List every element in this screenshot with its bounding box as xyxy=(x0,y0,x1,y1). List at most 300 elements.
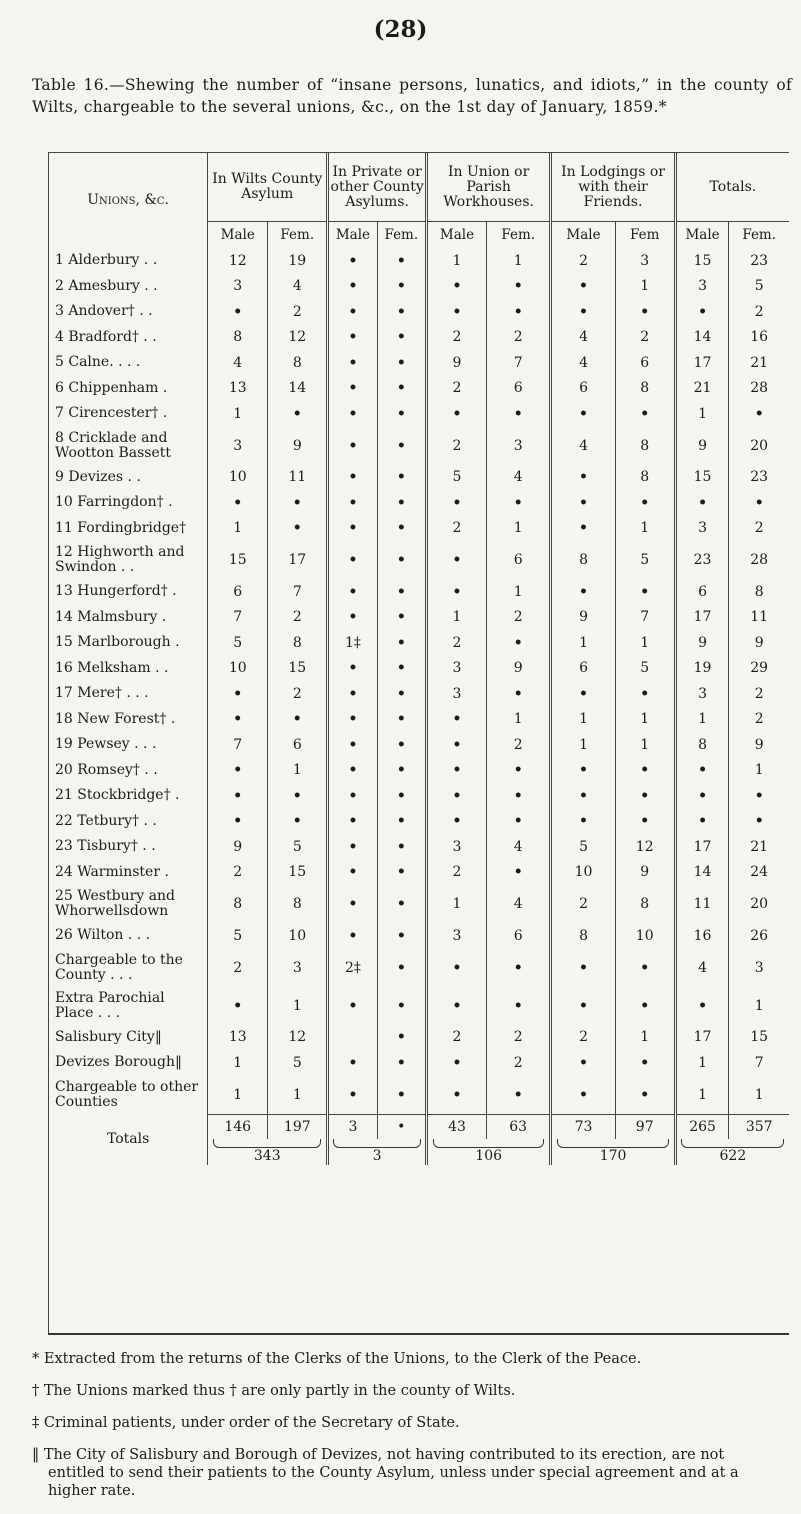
count-cell: 5 xyxy=(729,274,789,300)
count-cell: 3 xyxy=(729,949,789,987)
count-cell: 9 xyxy=(615,860,675,886)
count-cell: 1 xyxy=(487,579,551,605)
count-cell: 15 xyxy=(729,1025,789,1051)
group-header: Totals. xyxy=(675,153,789,222)
count-cell: 4 xyxy=(208,350,268,376)
count-cell: 1 xyxy=(675,1050,729,1076)
sub-header: Male xyxy=(551,222,615,249)
union-name: Chargeable to other Counties xyxy=(55,1078,199,1110)
count-cell: • xyxy=(328,987,377,1025)
union-name: 2 Amesbury . . xyxy=(55,277,158,294)
count-cell: 5 xyxy=(426,465,486,491)
count-cell: • xyxy=(377,605,426,631)
count-cell: 1 xyxy=(426,885,486,923)
count-cell: • xyxy=(268,401,328,427)
count-cell: 1 xyxy=(208,1050,268,1076)
count-cell: • xyxy=(426,541,486,579)
count-cell: 4 xyxy=(551,325,615,351)
count-cell: 5 xyxy=(208,923,268,949)
count-cell: • xyxy=(487,860,551,886)
total-cell: 3 xyxy=(328,1114,377,1139)
group-header: In Wilts County Asylum xyxy=(208,153,328,222)
count-cell: 17 xyxy=(675,350,729,376)
count-cell: 2 xyxy=(426,427,486,465)
table-row xyxy=(49,681,789,707)
count-cell: 14 xyxy=(675,325,729,351)
count-cell: 1‡ xyxy=(328,630,377,656)
count-cell: 2 xyxy=(487,605,551,631)
count-cell: 6 xyxy=(551,376,615,402)
count-cell: 2 xyxy=(615,325,675,351)
count-cell: • xyxy=(615,783,675,809)
count-cell: 5 xyxy=(615,541,675,579)
count-cell: 7 xyxy=(268,579,328,605)
count-cell: 10 xyxy=(268,923,328,949)
count-cell: 6 xyxy=(208,579,268,605)
count-cell: 1 xyxy=(487,516,551,542)
total-cell: 357 xyxy=(729,1114,789,1139)
union-name: 10 Farringdon† . xyxy=(55,494,173,511)
count-cell: 15 xyxy=(268,860,328,886)
count-cell: • xyxy=(487,987,551,1025)
combined-total-value: 170 xyxy=(599,1148,627,1164)
count-cell: 6 xyxy=(487,541,551,579)
count-cell: • xyxy=(208,783,268,809)
table-row xyxy=(49,516,789,542)
count-cell: 13 xyxy=(208,1025,268,1051)
sub-header: Fem. xyxy=(268,222,328,249)
count-cell: • xyxy=(487,758,551,784)
count-cell: • xyxy=(208,681,268,707)
count-cell: • xyxy=(377,465,426,491)
count-cell: 5 xyxy=(268,1050,328,1076)
count-cell: 3 xyxy=(615,248,675,274)
union-name: 25 Westbury and Whorwellsdown xyxy=(55,888,175,919)
count-cell: 1 xyxy=(729,987,789,1025)
footnote: ‡ Criminal patients, under order of the Secretary of State. xyxy=(32,1415,460,1431)
count-cell: • xyxy=(615,299,675,325)
table-row xyxy=(49,707,789,733)
union-name: 6 Chippenham . xyxy=(55,379,168,396)
count-cell: • xyxy=(328,885,377,923)
count-cell: • xyxy=(551,949,615,987)
union-name: 7 Cirencester† . xyxy=(55,405,168,422)
sub-header: Fem. xyxy=(729,222,789,249)
count-cell: • xyxy=(729,490,789,516)
count-cell: • xyxy=(328,401,377,427)
count-cell: • xyxy=(377,541,426,579)
count-cell: 2 xyxy=(426,516,486,542)
count-cell: • xyxy=(675,783,729,809)
sub-header: Fem. xyxy=(377,222,426,249)
count-cell: • xyxy=(328,350,377,376)
union-name: 24 Warminster . xyxy=(55,863,169,880)
count-cell: • xyxy=(377,248,426,274)
table-row xyxy=(49,1050,789,1076)
table-row xyxy=(49,630,789,656)
count-cell: • xyxy=(551,681,615,707)
brace xyxy=(433,1139,544,1148)
count-cell: 10 xyxy=(615,923,675,949)
count-cell: 6 xyxy=(551,656,615,682)
table-row xyxy=(49,949,789,987)
table-row xyxy=(49,783,789,809)
union-name: 22 Tetbury† . . xyxy=(55,812,157,829)
count-cell: • xyxy=(551,516,615,542)
page-number: (28) xyxy=(373,16,428,43)
table-row xyxy=(49,350,789,376)
count-cell: 1 xyxy=(615,274,675,300)
count-cell: • xyxy=(615,949,675,987)
count-cell: 1 xyxy=(426,248,486,274)
group-header: In Lodgings or with their Friends. xyxy=(551,153,675,222)
totals-label: Totals xyxy=(106,1131,150,1148)
count-cell: 1 xyxy=(551,707,615,733)
count-cell: 1 xyxy=(675,1076,729,1115)
total-cell: 43 xyxy=(426,1114,486,1139)
count-cell: • xyxy=(328,427,377,465)
count-cell: 6 xyxy=(487,923,551,949)
count-cell: • xyxy=(328,656,377,682)
table-row xyxy=(49,923,789,949)
table-row xyxy=(49,885,789,923)
count-cell: 3 xyxy=(426,834,486,860)
count-cell: • xyxy=(208,490,268,516)
count-cell: • xyxy=(487,401,551,427)
count-cell: • xyxy=(615,401,675,427)
unions-header: Unions, &c. xyxy=(87,192,169,208)
count-cell: 2 xyxy=(729,299,789,325)
count-cell: • xyxy=(377,707,426,733)
count-cell: 9 xyxy=(675,630,729,656)
count-cell: • xyxy=(551,809,615,835)
count-cell: 2 xyxy=(487,1050,551,1076)
count-cell: • xyxy=(328,860,377,886)
count-cell: 1 xyxy=(729,758,789,784)
count-cell: • xyxy=(377,1050,426,1076)
count-cell: 4 xyxy=(551,427,615,465)
count-cell: 1 xyxy=(615,630,675,656)
union-name: 1 Alderbury . . xyxy=(55,252,158,269)
count-cell: • xyxy=(208,707,268,733)
count-cell: 2 xyxy=(268,299,328,325)
table-row xyxy=(49,987,789,1025)
count-cell: • xyxy=(377,758,426,784)
count-cell: • xyxy=(487,1076,551,1115)
count-cell: • xyxy=(551,401,615,427)
count-cell: 14 xyxy=(675,860,729,886)
count-cell: • xyxy=(208,758,268,784)
count-cell: • xyxy=(328,248,377,274)
count-cell: 1 xyxy=(208,1076,268,1115)
count-cell: • xyxy=(615,490,675,516)
count-cell: 7 xyxy=(208,732,268,758)
count-cell: • xyxy=(551,490,615,516)
union-name: Salisbury City‖ xyxy=(55,1028,162,1045)
count-cell: 6 xyxy=(615,350,675,376)
count-cell: 4 xyxy=(487,834,551,860)
total-cell: 146 xyxy=(208,1114,268,1139)
table-row xyxy=(49,465,789,491)
count-cell: 8 xyxy=(615,427,675,465)
union-name: 19 Pewsey . . . xyxy=(55,736,157,753)
count-cell: • xyxy=(377,834,426,860)
count-cell: 12 xyxy=(268,325,328,351)
count-cell: 1 xyxy=(268,987,328,1025)
count-cell: 1 xyxy=(208,516,268,542)
count-cell: 2 xyxy=(268,605,328,631)
count-cell: 10 xyxy=(208,465,268,491)
count-cell: 2 xyxy=(487,1025,551,1051)
table-row xyxy=(49,427,789,465)
count-cell xyxy=(328,1025,377,1051)
count-cell: • xyxy=(328,809,377,835)
count-cell: 1 xyxy=(615,732,675,758)
union-name: 23 Tisbury† . . xyxy=(55,838,156,855)
sub-header: Male xyxy=(328,222,377,249)
count-cell: • xyxy=(328,325,377,351)
count-cell: • xyxy=(487,809,551,835)
count-cell: 17 xyxy=(268,541,328,579)
count-cell: • xyxy=(675,490,729,516)
count-cell: 8 xyxy=(208,885,268,923)
count-cell: 3 xyxy=(426,923,486,949)
brace xyxy=(213,1139,321,1148)
count-cell: • xyxy=(268,783,328,809)
count-cell: 2 xyxy=(729,681,789,707)
table-row xyxy=(49,1025,789,1051)
count-cell: • xyxy=(426,783,486,809)
count-cell: 3 xyxy=(675,516,729,542)
count-cell: 9 xyxy=(729,732,789,758)
count-cell: 17 xyxy=(675,1025,729,1051)
table-row xyxy=(49,656,789,682)
count-cell: 12 xyxy=(268,1025,328,1051)
count-cell: 8 xyxy=(615,885,675,923)
totals-row xyxy=(49,1114,789,1139)
count-cell: 3 xyxy=(487,427,551,465)
count-cell: • xyxy=(675,809,729,835)
combined-total xyxy=(208,1139,328,1165)
count-cell: 20 xyxy=(729,885,789,923)
table-row xyxy=(49,1076,789,1115)
count-cell: • xyxy=(551,299,615,325)
count-cell: • xyxy=(377,681,426,707)
count-cell: 1 xyxy=(551,630,615,656)
count-cell: • xyxy=(377,923,426,949)
count-cell: • xyxy=(328,465,377,491)
count-cell: • xyxy=(268,516,328,542)
footnote: † The Unions marked thus † are only partly in the county of Wilts. xyxy=(32,1383,516,1399)
count-cell: • xyxy=(426,579,486,605)
count-cell: 9 xyxy=(675,427,729,465)
count-cell: 8 xyxy=(551,541,615,579)
count-cell: 8 xyxy=(615,465,675,491)
count-cell: 8 xyxy=(729,579,789,605)
count-cell: • xyxy=(615,987,675,1025)
count-cell: • xyxy=(377,401,426,427)
count-cell: • xyxy=(268,707,328,733)
count-cell: • xyxy=(615,809,675,835)
count-cell: • xyxy=(328,274,377,300)
union-name: 5 Calne. . . . xyxy=(55,354,141,371)
count-cell: • xyxy=(328,732,377,758)
table-row xyxy=(49,809,789,835)
count-cell: • xyxy=(487,949,551,987)
count-cell: • xyxy=(328,923,377,949)
table-caption: Table 16.—Shewing the number of “insane persons, lunatics, and idiots,” in the county of Wilts, chargeable to the several unions, &c., on the 1st day of January, 1859.* xyxy=(32,76,792,116)
count-cell: 1 xyxy=(268,1076,328,1115)
count-cell: • xyxy=(377,325,426,351)
union-name: 15 Marlborough . xyxy=(55,634,180,651)
count-cell: 11 xyxy=(729,605,789,631)
count-cell: 15 xyxy=(208,541,268,579)
union-name: Chargeable to the County . . . xyxy=(55,951,183,983)
count-cell: 14 xyxy=(268,376,328,402)
table-row xyxy=(49,860,789,886)
count-cell: 21 xyxy=(729,350,789,376)
total-cell: 97 xyxy=(615,1114,675,1139)
count-cell: • xyxy=(426,987,486,1025)
count-cell: 2 xyxy=(208,860,268,886)
footnotes xyxy=(32,1350,777,1514)
count-cell: • xyxy=(328,579,377,605)
union-name: 17 Mere† . . . xyxy=(55,685,149,702)
count-cell: 9 xyxy=(487,656,551,682)
union-name: Devizes Borough‖ xyxy=(55,1054,183,1071)
count-cell: 23 xyxy=(675,541,729,579)
footnote: ‖ The City of Salisbury and Borough of Devizes, not having contributed to its erection, are not entitled to send their patients to the County Asylum, unless under special agreement and at a higher rate. xyxy=(32,1447,739,1499)
union-name: 12 Highworth and Swindon . . xyxy=(55,544,185,575)
count-cell: • xyxy=(615,1050,675,1076)
count-cell: 7 xyxy=(729,1050,789,1076)
count-cell: • xyxy=(377,732,426,758)
table-row xyxy=(49,490,789,516)
count-cell: • xyxy=(487,630,551,656)
brace xyxy=(333,1139,421,1148)
count-cell: • xyxy=(551,987,615,1025)
count-cell: • xyxy=(377,1025,426,1051)
count-cell: 1 xyxy=(208,401,268,427)
count-cell: 2 xyxy=(487,325,551,351)
count-cell: • xyxy=(426,490,486,516)
count-cell: 6 xyxy=(268,732,328,758)
count-cell: • xyxy=(328,834,377,860)
count-cell: • xyxy=(377,656,426,682)
count-cell: 3 xyxy=(268,949,328,987)
count-cell: • xyxy=(487,490,551,516)
count-cell: • xyxy=(328,707,377,733)
count-cell: • xyxy=(328,605,377,631)
table-body xyxy=(49,248,789,1114)
count-cell: 15 xyxy=(675,248,729,274)
count-cell: • xyxy=(328,299,377,325)
count-cell: 7 xyxy=(615,605,675,631)
union-name: 3 Andover† . . xyxy=(55,303,153,320)
union-name: 13 Hungerford† . xyxy=(55,583,177,600)
count-cell: 1 xyxy=(675,707,729,733)
count-cell: 8 xyxy=(675,732,729,758)
count-cell: • xyxy=(377,885,426,923)
count-cell: 21 xyxy=(729,834,789,860)
count-cell: 11 xyxy=(675,885,729,923)
count-cell: 5 xyxy=(551,834,615,860)
combined-total-value: 106 xyxy=(475,1148,503,1164)
table-row xyxy=(49,401,789,427)
count-cell: 8 xyxy=(268,885,328,923)
combined-total xyxy=(675,1139,789,1165)
union-name: Extra Parochial Place . . . xyxy=(55,989,165,1021)
count-cell: 2 xyxy=(426,860,486,886)
count-cell: 6 xyxy=(487,376,551,402)
footnote: * Extracted from the returns of the Clerks of the Unions, to the Clerk of the Peace. xyxy=(32,1351,642,1367)
count-cell: • xyxy=(551,579,615,605)
count-cell: • xyxy=(426,707,486,733)
count-cell: • xyxy=(328,681,377,707)
count-cell: 1 xyxy=(426,605,486,631)
count-cell: 3 xyxy=(426,656,486,682)
count-cell: • xyxy=(377,783,426,809)
count-cell: • xyxy=(208,987,268,1025)
count-cell: 3 xyxy=(426,681,486,707)
count-cell: 8 xyxy=(551,923,615,949)
count-cell: • xyxy=(675,299,729,325)
count-cell: • xyxy=(268,809,328,835)
union-name: 20 Romsey† . . xyxy=(55,761,158,778)
count-cell: 2 xyxy=(487,732,551,758)
count-cell: • xyxy=(328,516,377,542)
combined-total xyxy=(426,1139,550,1165)
sub-header: Male xyxy=(208,222,268,249)
count-cell: 12 xyxy=(615,834,675,860)
table-row xyxy=(49,732,789,758)
count-cell: • xyxy=(328,1050,377,1076)
union-name: 14 Malmsbury . xyxy=(55,608,167,625)
union-name: 26 Wilton . . . xyxy=(55,927,151,944)
count-cell: 3 xyxy=(208,274,268,300)
count-cell: • xyxy=(328,541,377,579)
combined-total xyxy=(328,1139,427,1165)
count-cell: • xyxy=(551,1076,615,1115)
count-cell: 7 xyxy=(487,350,551,376)
count-cell: • xyxy=(551,783,615,809)
count-cell: • xyxy=(377,376,426,402)
count-cell: 19 xyxy=(268,248,328,274)
count-cell: 1 xyxy=(487,248,551,274)
count-cell: 3 xyxy=(675,274,729,300)
table-row xyxy=(49,605,789,631)
count-cell: 2 xyxy=(426,325,486,351)
count-cell: • xyxy=(208,809,268,835)
count-cell: • xyxy=(615,579,675,605)
sub-header: Male xyxy=(675,222,729,249)
union-name: 8 Cricklade and Wootton Bassett xyxy=(55,429,171,461)
count-cell: 21 xyxy=(675,376,729,402)
count-cell: 9 xyxy=(426,350,486,376)
combined-total-value: 3 xyxy=(372,1148,382,1164)
count-cell: 10 xyxy=(551,860,615,886)
count-cell: • xyxy=(377,579,426,605)
count-cell: 1 xyxy=(729,1076,789,1115)
count-cell: • xyxy=(675,987,729,1025)
count-cell: • xyxy=(377,274,426,300)
count-cell: 1 xyxy=(615,516,675,542)
count-cell: • xyxy=(675,758,729,784)
count-cell: • xyxy=(377,949,426,987)
count-cell: 23 xyxy=(729,248,789,274)
count-cell: • xyxy=(328,783,377,809)
count-cell: 1 xyxy=(268,758,328,784)
